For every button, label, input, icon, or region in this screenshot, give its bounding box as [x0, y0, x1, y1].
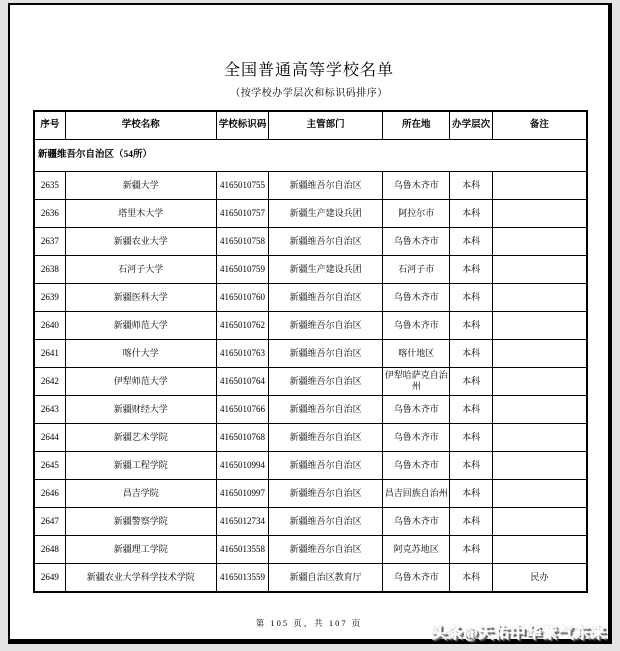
row-school-code: 4165010755 — [216, 171, 268, 199]
row-supervising-dept: 新疆维吾尔自治区 — [269, 395, 383, 423]
table-row — [34, 563, 587, 592]
row-note — [492, 535, 587, 563]
row-school-name: 新疆农业大学科学技术学院 — [65, 563, 216, 592]
row-location: 昌吉回族自治州 — [382, 479, 449, 507]
row-school-name: 昌吉学院 — [65, 479, 216, 507]
table-row — [34, 311, 587, 339]
header-supervising-dept: 主管部门 — [269, 111, 383, 140]
row-school-code: 4165010760 — [216, 283, 268, 311]
row-note — [492, 171, 587, 199]
row-school-name: 喀什大学 — [65, 339, 216, 367]
row-school-code: 4165010758 — [216, 227, 268, 255]
table-row — [34, 367, 587, 395]
table-row — [34, 227, 587, 255]
row-serial: 2640 — [34, 311, 65, 339]
row-education-level: 本科 — [450, 227, 492, 255]
row-supervising-dept: 新疆维吾尔自治区 — [269, 451, 383, 479]
row-serial: 2636 — [34, 199, 65, 227]
row-school-code: 4165010997 — [216, 479, 268, 507]
table-row — [34, 199, 587, 227]
row-location: 乌鲁木齐市 — [382, 395, 449, 423]
row-school-code: 4165010759 — [216, 255, 268, 283]
row-school-name: 新疆师范大学 — [65, 311, 216, 339]
header-note: 备注 — [492, 111, 587, 140]
row-education-level: 本科 — [450, 311, 492, 339]
row-education-level: 本科 — [450, 339, 492, 367]
table-header-row — [34, 111, 587, 140]
row-supervising-dept: 新疆维吾尔自治区 — [269, 283, 383, 311]
row-location: 乌鲁木齐市 — [382, 171, 449, 199]
row-supervising-dept: 新疆生产建设兵团 — [269, 199, 383, 227]
row-note — [492, 423, 587, 451]
row-location: 乌鲁木齐市 — [382, 423, 449, 451]
row-school-name: 塔里木大学 — [65, 199, 216, 227]
row-serial: 2649 — [34, 563, 65, 592]
row-school-code: 4165013558 — [216, 535, 268, 563]
row-school-code: 4165010763 — [216, 339, 268, 367]
header-school-code: 学校标识码 — [216, 111, 268, 140]
row-school-code: 4165010994 — [216, 451, 268, 479]
school-list-table — [33, 110, 588, 593]
row-school-code: 4165010764 — [216, 367, 268, 395]
row-serial: 2645 — [34, 451, 65, 479]
row-serial: 2647 — [34, 507, 65, 535]
region-section-row — [34, 139, 587, 171]
row-serial: 2646 — [34, 479, 65, 507]
row-serial: 2644 — [34, 423, 65, 451]
row-serial: 2638 — [34, 255, 65, 283]
row-note — [492, 451, 587, 479]
row-location: 乌鲁木齐市 — [382, 451, 449, 479]
table-row — [34, 507, 587, 535]
document-page — [8, 3, 612, 644]
row-education-level: 本科 — [450, 199, 492, 227]
row-supervising-dept: 新疆维吾尔自治区 — [269, 479, 383, 507]
row-serial: 2648 — [34, 535, 65, 563]
row-school-name: 新疆警察学院 — [65, 507, 216, 535]
row-location: 乌鲁木齐市 — [382, 227, 449, 255]
row-supervising-dept: 新疆维吾尔自治区 — [269, 507, 383, 535]
table-row — [34, 395, 587, 423]
table-row — [34, 283, 587, 311]
row-school-name: 伊犁师范大学 — [65, 367, 216, 395]
row-school-code: 4165010762 — [216, 311, 268, 339]
row-note — [492, 367, 587, 395]
header-education-level: 办学层次 — [450, 111, 492, 140]
row-school-name: 新疆工程学院 — [65, 451, 216, 479]
row-note: 民办 — [492, 563, 587, 592]
row-note — [492, 311, 587, 339]
row-serial: 2641 — [34, 339, 65, 367]
row-serial: 2635 — [34, 171, 65, 199]
row-serial: 2642 — [34, 367, 65, 395]
row-education-level: 本科 — [450, 255, 492, 283]
table-row — [34, 339, 587, 367]
row-school-name: 新疆财经大学 — [65, 395, 216, 423]
row-school-name: 新疆艺术学院 — [65, 423, 216, 451]
row-school-name: 石河子大学 — [65, 255, 216, 283]
row-note — [492, 255, 587, 283]
row-note — [492, 507, 587, 535]
row-location: 乌鲁木齐市 — [382, 283, 449, 311]
row-supervising-dept: 新疆维吾尔自治区 — [269, 535, 383, 563]
table-body — [34, 171, 587, 592]
row-serial: 2639 — [34, 283, 65, 311]
row-location: 喀什地区 — [382, 339, 449, 367]
row-note — [492, 395, 587, 423]
row-education-level: 本科 — [450, 395, 492, 423]
row-supervising-dept: 新疆维吾尔自治区 — [269, 171, 383, 199]
page-title: 全国普通高等学校名单 — [223, 62, 394, 79]
table-row — [34, 171, 587, 199]
row-education-level: 本科 — [450, 479, 492, 507]
row-supervising-dept: 新疆维吾尔自治区 — [269, 367, 383, 395]
header-location: 所在地 — [382, 111, 449, 140]
row-location: 伊犁哈萨克自治州 — [382, 367, 449, 395]
row-education-level: 本科 — [450, 367, 492, 395]
row-serial: 2637 — [34, 227, 65, 255]
row-note — [492, 283, 587, 311]
table-row — [34, 535, 587, 563]
row-school-code: 4165013559 — [216, 563, 268, 592]
table-row — [34, 451, 587, 479]
watermark-text: 头条@天佑中华紫气东来 — [432, 626, 607, 642]
row-location: 乌鲁木齐市 — [382, 507, 449, 535]
row-school-code: 4165010766 — [216, 395, 268, 423]
row-education-level: 本科 — [450, 283, 492, 311]
row-education-level: 本科 — [450, 507, 492, 535]
row-school-code: 4165010768 — [216, 423, 268, 451]
row-location: 阿拉尔市 — [382, 199, 449, 227]
row-education-level: 本科 — [450, 451, 492, 479]
row-education-level: 本科 — [450, 563, 492, 592]
row-serial: 2643 — [34, 395, 65, 423]
row-supervising-dept: 新疆维吾尔自治区 — [269, 339, 383, 367]
row-note — [492, 479, 587, 507]
row-school-code: 4165010757 — [216, 199, 268, 227]
row-location: 乌鲁木齐市 — [382, 563, 449, 592]
row-supervising-dept: 新疆维吾尔自治区 — [269, 423, 383, 451]
row-location: 石河子市 — [382, 255, 449, 283]
header-school-name: 学校名称 — [65, 111, 216, 140]
page-subtitle: （按学校办学层次和标识码排序） — [230, 87, 388, 99]
table-row — [34, 255, 587, 283]
row-supervising-dept: 新疆自治区教育厅 — [269, 563, 383, 592]
page-number-indicator: 第 105 页，共 107 页 — [255, 618, 363, 628]
row-school-name: 新疆农业大学 — [65, 227, 216, 255]
header-serial: 序号 — [34, 111, 65, 140]
row-education-level: 本科 — [450, 423, 492, 451]
row-school-name: 新疆理工学院 — [65, 535, 216, 563]
row-supervising-dept: 新疆维吾尔自治区 — [269, 227, 383, 255]
row-school-name: 新疆医科大学 — [65, 283, 216, 311]
row-location: 阿克苏地区 — [382, 535, 449, 563]
row-education-level: 本科 — [450, 171, 492, 199]
row-location: 乌鲁木齐市 — [382, 311, 449, 339]
row-school-name: 新疆大学 — [65, 171, 216, 199]
row-note — [492, 339, 587, 367]
row-note — [492, 227, 587, 255]
row-education-level: 本科 — [450, 535, 492, 563]
row-supervising-dept: 新疆维吾尔自治区 — [269, 311, 383, 339]
region-section-label: 新疆维吾尔自治区（54所） — [34, 139, 587, 171]
table-row — [34, 479, 587, 507]
row-note — [492, 199, 587, 227]
table-row — [34, 423, 587, 451]
row-supervising-dept: 新疆生产建设兵团 — [269, 255, 383, 283]
table-header — [34, 111, 587, 140]
row-school-code: 4165012734 — [216, 507, 268, 535]
